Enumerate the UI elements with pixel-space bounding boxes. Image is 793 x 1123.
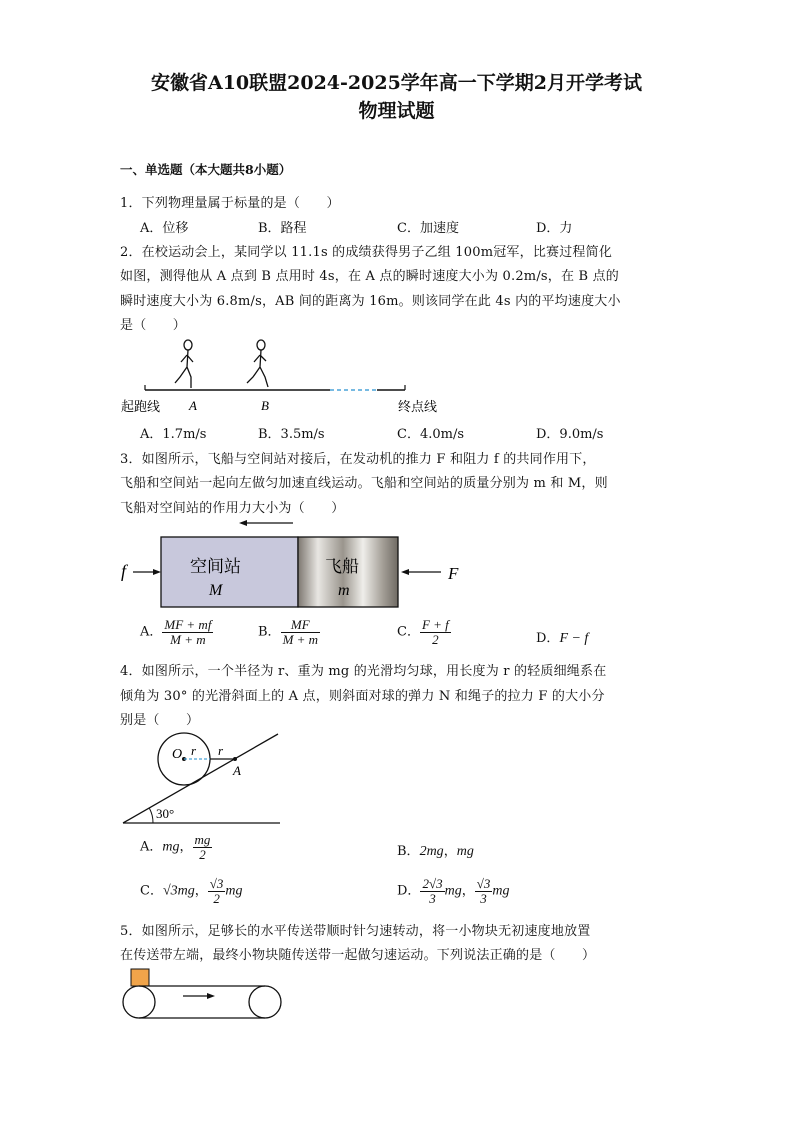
left-pulley xyxy=(123,986,155,1018)
center-o-label: O xyxy=(172,747,183,762)
q2-option-a: A．1.7m/s xyxy=(140,427,207,442)
angle-label: 30° xyxy=(156,806,175,821)
point-a-label: A xyxy=(189,398,197,413)
drag-force-label: f xyxy=(121,561,127,581)
q4-option-b: B．2mg，mg xyxy=(397,844,474,859)
q3-option-c: C． $\frac{F + f}{2}$ xyxy=(397,617,449,647)
q4-option-c: C．√3mg， $\frac{√3}{2}$ mg xyxy=(140,876,243,906)
station-mass-label: M xyxy=(209,582,223,599)
q4-line-3: 别是（ ） xyxy=(120,713,200,728)
radius-label: r xyxy=(191,743,197,758)
q4-line-2: 倾角为 30° 的光滑斜面上的 A 点，则斜面对球的弹力 N 和绳子的拉力 F 的大小分 xyxy=(120,689,605,704)
ship-mass-label: m xyxy=(338,582,350,599)
q1-option-b: B．路程 xyxy=(258,221,307,236)
q2-option-b: B．3.5m/s xyxy=(258,427,325,442)
q2-option-d: D．9.0m/s xyxy=(536,427,604,442)
ship-label: 飞船 xyxy=(325,557,359,577)
runner-icon xyxy=(175,340,193,388)
point-b-label: B xyxy=(261,398,269,413)
right-pulley xyxy=(249,986,281,1018)
q1-option-d: D．力 xyxy=(536,221,573,236)
q3-option-d: D．F − f xyxy=(536,631,589,646)
thrust-force-label: F xyxy=(448,564,459,583)
q3-option-a: A． $\frac{MF + mf}{M + m}$ xyxy=(140,617,212,647)
point-a-label: A xyxy=(233,763,241,778)
q2-option-c: C．4.0m/s xyxy=(397,427,464,442)
incline-ball-diagram xyxy=(115,726,295,828)
q2-line-1: 2．在校运动会上，某同学以 11.1s 的成绩获得男子乙组 100m冠军，比赛过程简化 xyxy=(120,245,613,260)
q4-option-d: D． $\frac{2√3}{3}$ mg， $\frac{√3}{3}$ mg xyxy=(397,876,510,906)
block xyxy=(131,969,149,986)
q3-line-3: 飞船对空间站的作用力大小为（ ） xyxy=(120,501,345,516)
q4-option-a: A．mg， $\frac{mg}{2}$ xyxy=(140,832,211,862)
q2-line-4: 是（ ） xyxy=(120,318,187,333)
q1-option-a: A．位移 xyxy=(140,221,189,236)
track-diagram xyxy=(115,335,465,420)
q5-line-1: 5．如图所示，足够长的水平传送带顺时针匀速转动，将一小物块无初速度地放置 xyxy=(120,924,591,939)
spacecraft-diagram xyxy=(115,515,475,615)
q1-stem: 1．下列物理量属于标量的是（ ） xyxy=(120,196,340,211)
q2-line-3: 瞬时速度大小为 6.8m/s，AB 间的距离为 16m。则该同学在此 4s 内的平均速度大小 xyxy=(120,294,621,309)
finish-line-label: 终点线 xyxy=(398,400,438,415)
q3-option-b: B． $\frac{MF}{M + m}$ xyxy=(258,617,319,647)
exam-title: 安徽省A10联盟2024-2025学年高一下学期2月开学考试 xyxy=(150,72,643,94)
conveyor-diagram xyxy=(115,965,295,1023)
rope-length-label: r xyxy=(218,743,224,758)
exam-subtitle: 物理试题 xyxy=(358,100,435,122)
q3-line-1: 3．如图所示，飞船与空间站对接后，在发动机的推力 F 和阻力 f 的共同作用下， xyxy=(120,452,596,467)
start-line-label: 起跑线 xyxy=(121,400,161,415)
q4-line-1: 4．如图所示，一个半径为 r、重为 mg 的光滑均匀球，用长度为 r 的轻质细绳系在 xyxy=(120,664,607,679)
q3-line-2: 飞船和空间站一起向左做匀加速直线运动。飞船和空间站的质量分别为 m 和 M，则 xyxy=(120,476,608,491)
section-heading: 一、单选题（本大题共8小题） xyxy=(120,162,292,177)
runner-icon xyxy=(247,340,268,387)
q1-option-c: C．加速度 xyxy=(397,221,459,236)
station-label: 空间站 xyxy=(190,557,241,577)
q5-line-2: 在传送带左端，最终小物块随传送带一起做匀速运动。下列说法正确的是（ ） xyxy=(120,948,596,963)
q2-line-2: 如图，测得他从 A 点到 B 点用时 4s，在 A 点的瞬时速度大小为 0.2m/s，在 B 点的 xyxy=(120,269,620,284)
